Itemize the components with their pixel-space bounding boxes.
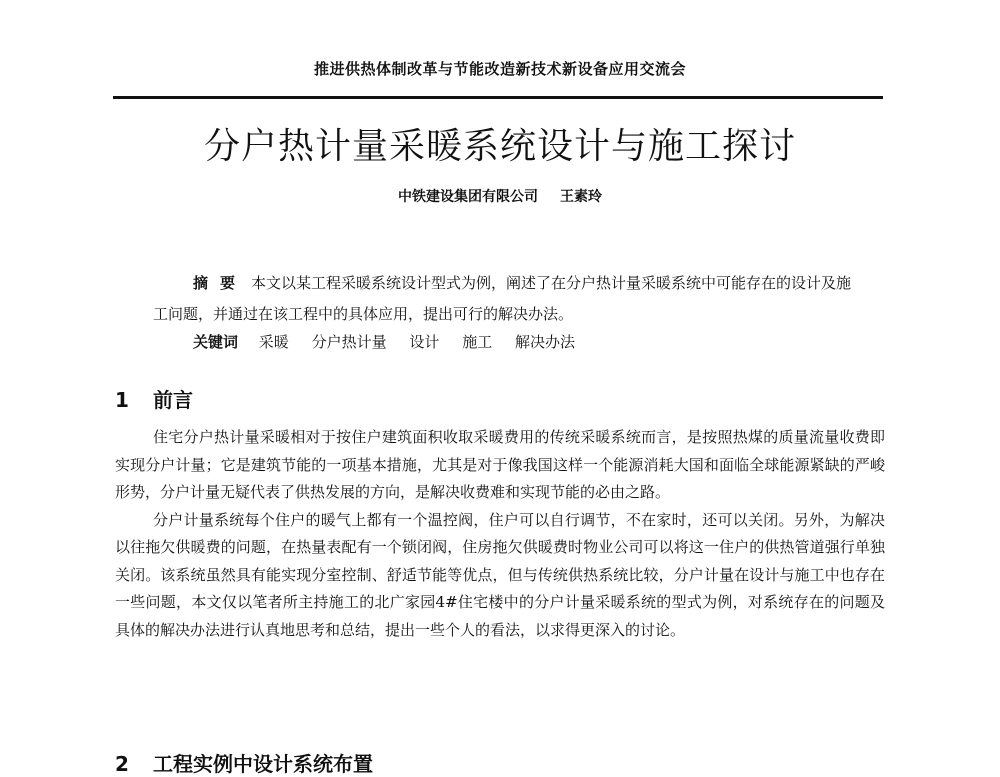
abstract-label: 摘要: [193, 274, 248, 292]
abstract-text: 本文以某工程采暖系统设计型式为例，阐述了在分户热计量采暖系统中可能存在的设计及施工问题，并通过在该工程中的具体应用，提出可行的解决办法。: [153, 274, 852, 323]
keyword: 设计: [409, 333, 440, 351]
paragraph: 住宅分户热计量采暖相对于按住户建筑面积收取采暖费用的传统采暖系统而言，是按照热煤的质量流量收费即实现分户计量；它是建筑节能的一项基本措施，尤其是对于像我国这样一个能源消耗大国和面临全球能源紧缺的严峻形势，分户计量无疑代表了供热发展的方向，是解决收费难和实现节能的必由之路。: [115, 428, 885, 501]
keywords-label: 关键词: [193, 333, 239, 351]
author-line: [0, 186, 1000, 206]
header-rule: [113, 96, 883, 99]
running-header: 推进供热体制改革与节能改造新技术新设备应用交流会: [313, 60, 686, 78]
keyword: 解决办法: [514, 333, 575, 351]
author-organization: 中铁建设集团有限公司: [398, 189, 538, 205]
section-heading: [115, 384, 193, 413]
abstract: [153, 268, 853, 330]
keywords: [193, 328, 593, 356]
section-number: 1: [115, 388, 129, 412]
section-body: [115, 424, 885, 644]
keyword: 采暖: [258, 333, 289, 351]
paper-title: 分户热计量采暖系统设计与施工探讨: [203, 126, 796, 167]
section-heading: [115, 748, 373, 777]
keyword: 分户热计量: [311, 333, 387, 351]
section-title: 前言: [153, 388, 193, 412]
keyword: 施工: [462, 333, 493, 351]
section-number: 2: [115, 752, 129, 776]
paragraph: 分户计量系统每个住户的暖气上都有一个温控阀，住户可以自行调节，不在家时，还可以关闭。另外，为解决以往拖欠供暖费的问题，在热量表配有一个锁闭阀，住房拖欠供暖费时物业公司可以将这一住户的供热管道强行单独关闭。该系统虽然具有能实现分室控制、舒适节能等优点，但与传统供热系统比较，分户计量在设计与施工中也存在一些问题，本文仅以笔者所主持施工的北广家园4#住宅楼中的分户计量采暖系统的型式为例，对系统存在的问题及具体的解决办法进行认真地思考和总结，提出一些个人的看法，以求得更深入的讨论。: [115, 510, 885, 639]
author-name: 王素玲: [560, 189, 602, 205]
section-title: 工程实例中设计系统布置: [153, 752, 373, 776]
